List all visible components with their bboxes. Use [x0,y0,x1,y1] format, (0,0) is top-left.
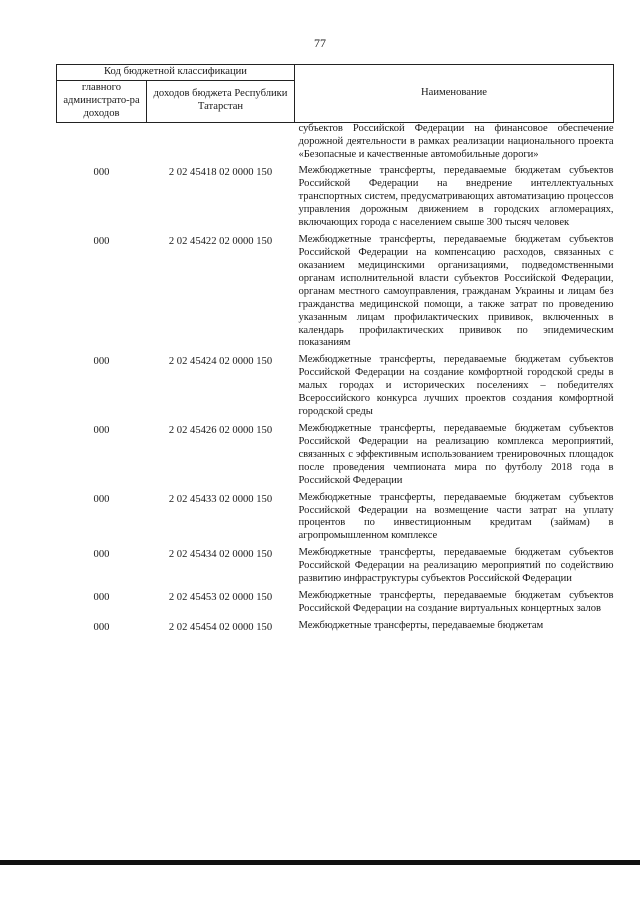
header-classification-group: Код бюджетной классификации [57,65,295,81]
table-row [57,590,614,620]
header-chief-administrator: главного администрато-ра доходов [57,80,147,122]
admin-code: 000 [93,592,110,604]
table-row [57,165,614,234]
revenue-code: 2 02 45422 02 0000 150 [168,236,273,248]
table-row [57,234,614,354]
revenue-name: Межбюджетные трансферты, передаваемые бюджетам субъектов Российской Федерации на создание комфортной городской среды в малых городах и исторических поселениях – победителях Всероссийского конкурса лучших проектов создания комфортной городской среды [298,354,614,418]
header-name: Наименование [295,65,614,123]
table-row [57,620,614,637]
continuation-text: субъектов Российской Федерации на финансовое обеспечение дорожной деятельности в рамках реализации национального проекта «Безопасные и качественные автомобильные дороги» [298,122,614,160]
table-row [57,354,614,423]
revenue-name: Межбюджетные трансферты, передаваемые бюджетам субъектов Российской Федерации на реализацию мероприятий по содействию развитию инфраструктуры субъектов Российской Федерации [298,547,614,585]
revenue-code: 2 02 45426 02 0000 150 [168,424,273,436]
revenue-name: Межбюджетные трансферты, передаваемые бюджетам субъектов Российской Федерации на внедрение интеллектуальных транспортных систем, предусматривающих автоматизацию процессов управления дорожным движением в городских агломерациях, включающих города с населением свыше 300 тысяч человек [298,165,614,229]
admin-code: 000 [93,424,110,436]
revenue-code: 2 02 45454 02 0000 150 [168,621,273,633]
revenue-code: 2 02 45433 02 0000 150 [168,493,273,505]
revenue-code: 2 02 45453 02 0000 150 [168,592,273,604]
table-row [57,423,614,492]
admin-code: 000 [93,493,110,505]
revenue-code: 2 02 45424 02 0000 150 [168,356,273,368]
header-budget-revenue: доходов бюджета Республики Татарстан [147,80,295,122]
revenue-name: Межбюджетные трансферты, передаваемые бюджетам субъектов Российской Федерации на возмещение части затрат на уплату процентов по инвестиционным кредитам (займам) в агропромышленном комплексе [298,491,614,542]
page-number: 77 [314,36,326,50]
revenue-name: Межбюджетные трансферты, передаваемые бюджетам субъектов Российской Федерации на создание виртуальных концертных залов [298,590,614,614]
admin-code: 000 [93,549,110,561]
revenue-code: 2 02 45418 02 0000 150 [168,167,273,179]
revenue-name: Межбюджетные трансферты, передаваемые бюджетам [298,619,544,631]
revenue-name: Межбюджетные трансферты, передаваемые бюджетам субъектов Российской Федерации на компенсацию расходов, связанных с оказанием медицинскими организациями, подведомственными органам исполнительной власти субъектов Российской Федерации, органам местного самоуправления, гражданам Украины и лицам без гражданства медицинской помощи, а также затрат по проведению указанным лицам профилактических прививок, включенных в календарь профилактических прививок по эпидемическим показаниям [298,234,614,349]
table-row [57,492,614,548]
admin-code: 000 [93,356,110,368]
admin-code: 000 [93,236,110,248]
admin-code: 000 [93,167,110,179]
table-row-continuation [57,122,614,165]
admin-code: 000 [93,621,110,633]
revenue-code: 2 02 45434 02 0000 150 [168,549,273,561]
scan-edge-bar [0,860,640,865]
budget-classification-table [56,64,614,637]
revenue-name: Межбюджетные трансферты, передаваемые бюджетам субъектов Российской Федерации на реализацию комплекса мероприятий, связанных с эффективным использованием тренировочных площадок после проведения чемпионата мира по футболу 2018 года в Российской Федерации [298,422,614,486]
table-row [57,547,614,590]
